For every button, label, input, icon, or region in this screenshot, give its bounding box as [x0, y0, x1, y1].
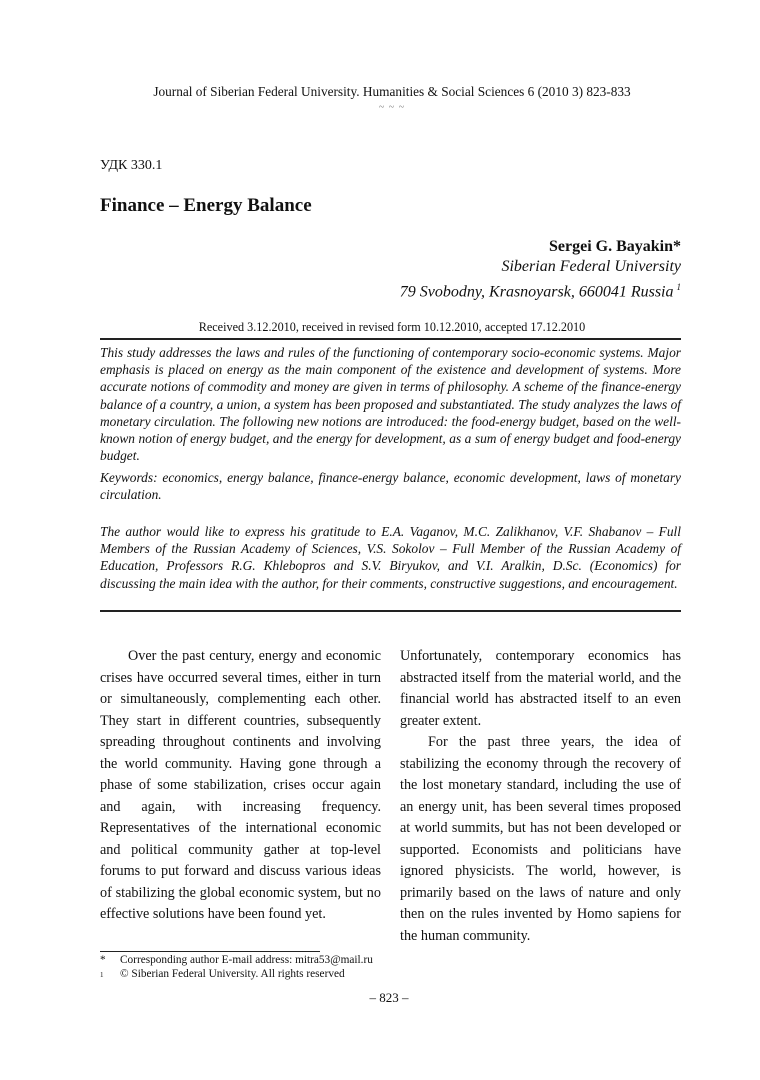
paragraph: Unfortunately, contemporary economics has abstracted itself from the material world, and the financial world has abstracted itself to an even greater extent. [400, 648, 681, 729]
header-separator: ~ ~ ~ [378, 102, 406, 113]
article-title: Finance – Energy Balance [100, 195, 312, 216]
keywords: Keywords: economics, energy balance, finance-energy balance, economic development, laws of monetary circulation. [100, 470, 681, 503]
footnote [100, 953, 373, 967]
acknowledgement: The author would like to express his gratitude to E.A. Vaganov, M.C. Zalikhanov, V.F. Shabanov – Full Members of the Russian Academy of Sciences, V.S. Sokolov – Full Member of the Russian Academy of Education, Professors R.G. Khlebopros and S.V. Biryukov, and V.I. Aralkin, D.Sc. (Economics) for discussing the main idea with the author, for their comments, constructive suggestions, and encouragement. [100, 524, 681, 591]
author-block [400, 237, 681, 302]
author-name: Sergei G. Bayakin* [548, 238, 681, 255]
footnote-text: © Siberian Federal University. All rights reserved [120, 968, 345, 980]
body-column-left [100, 646, 381, 926]
abstract-top-rule [100, 338, 681, 340]
author-address-text: 79 Svobodny, Krasnoyarsk, 660041 Russia [399, 283, 674, 301]
footnote [100, 967, 373, 982]
paragraph: For the past three years, the idea of stabilizing the economy through the recovery of the lost monetary standard, including the use of an energy unit, has been several times proposed at world summits, but has not been developed or supported. Economists and politicians have ignored physicists. The world, however, is primarily based on the laws of nature and only then on the rules invented by Homo sapiens for the human community. [400, 734, 681, 944]
journal-header: Journal of Siberian Federal University. Humanities & Social Sciences 6 (2010 3) 823-833 [153, 84, 631, 99]
udk-code: УДК 330.1 [100, 158, 163, 173]
address-footnote-mark: 1 [676, 282, 681, 292]
paragraph: Over the past century, energy and economic crises have occurred several times, either in turn or simultaneously, complementing each other. They start in different countries, subsequently spreading throughout continents and involving the world community. Having gone through a phase of some stabilization, crises occur again and again, with increasing frequency. Representatives of the international economic and political community gather at top-level forums to put forward and discuss various ideas of stabilizing the global economic system, but no effective solutions have been found yet. [100, 648, 381, 922]
footnote-mark: 1 [100, 971, 104, 979]
abstract: This study addresses the laws and rules of the functioning of contemporary socio-economic systems. Major emphasis is placed on energy as the main component of the existence and development of systems. More accurate notions of commodity and money are given in terms of philosophy. A scheme of the finance-energy balance of a country, a union, a system has been proposed and substantiated. The study analyzes the laws of monetary circulation. The following new notions are introduced: the food-energy budget, based on the well-known notion of energy budget, and the energy for development, as a sum of energy budget and food-energy budget. [100, 345, 681, 464]
page-number: – 823 – [369, 990, 409, 1005]
footnotes [100, 953, 373, 982]
abstract-bottom-rule [100, 610, 681, 612]
footnote-mark: * [100, 954, 106, 966]
author-affiliation: Siberian Federal University [501, 258, 681, 275]
footnote-rule [100, 951, 320, 952]
footnote-text: Corresponding author E-mail address: mitra53@mail.ru [120, 954, 373, 966]
author-address [400, 277, 681, 302]
body-column-right [400, 646, 681, 947]
received-dates: Received 3.12.2010, received in revised form 10.12.2010, accepted 17.12.2010 [198, 320, 586, 334]
